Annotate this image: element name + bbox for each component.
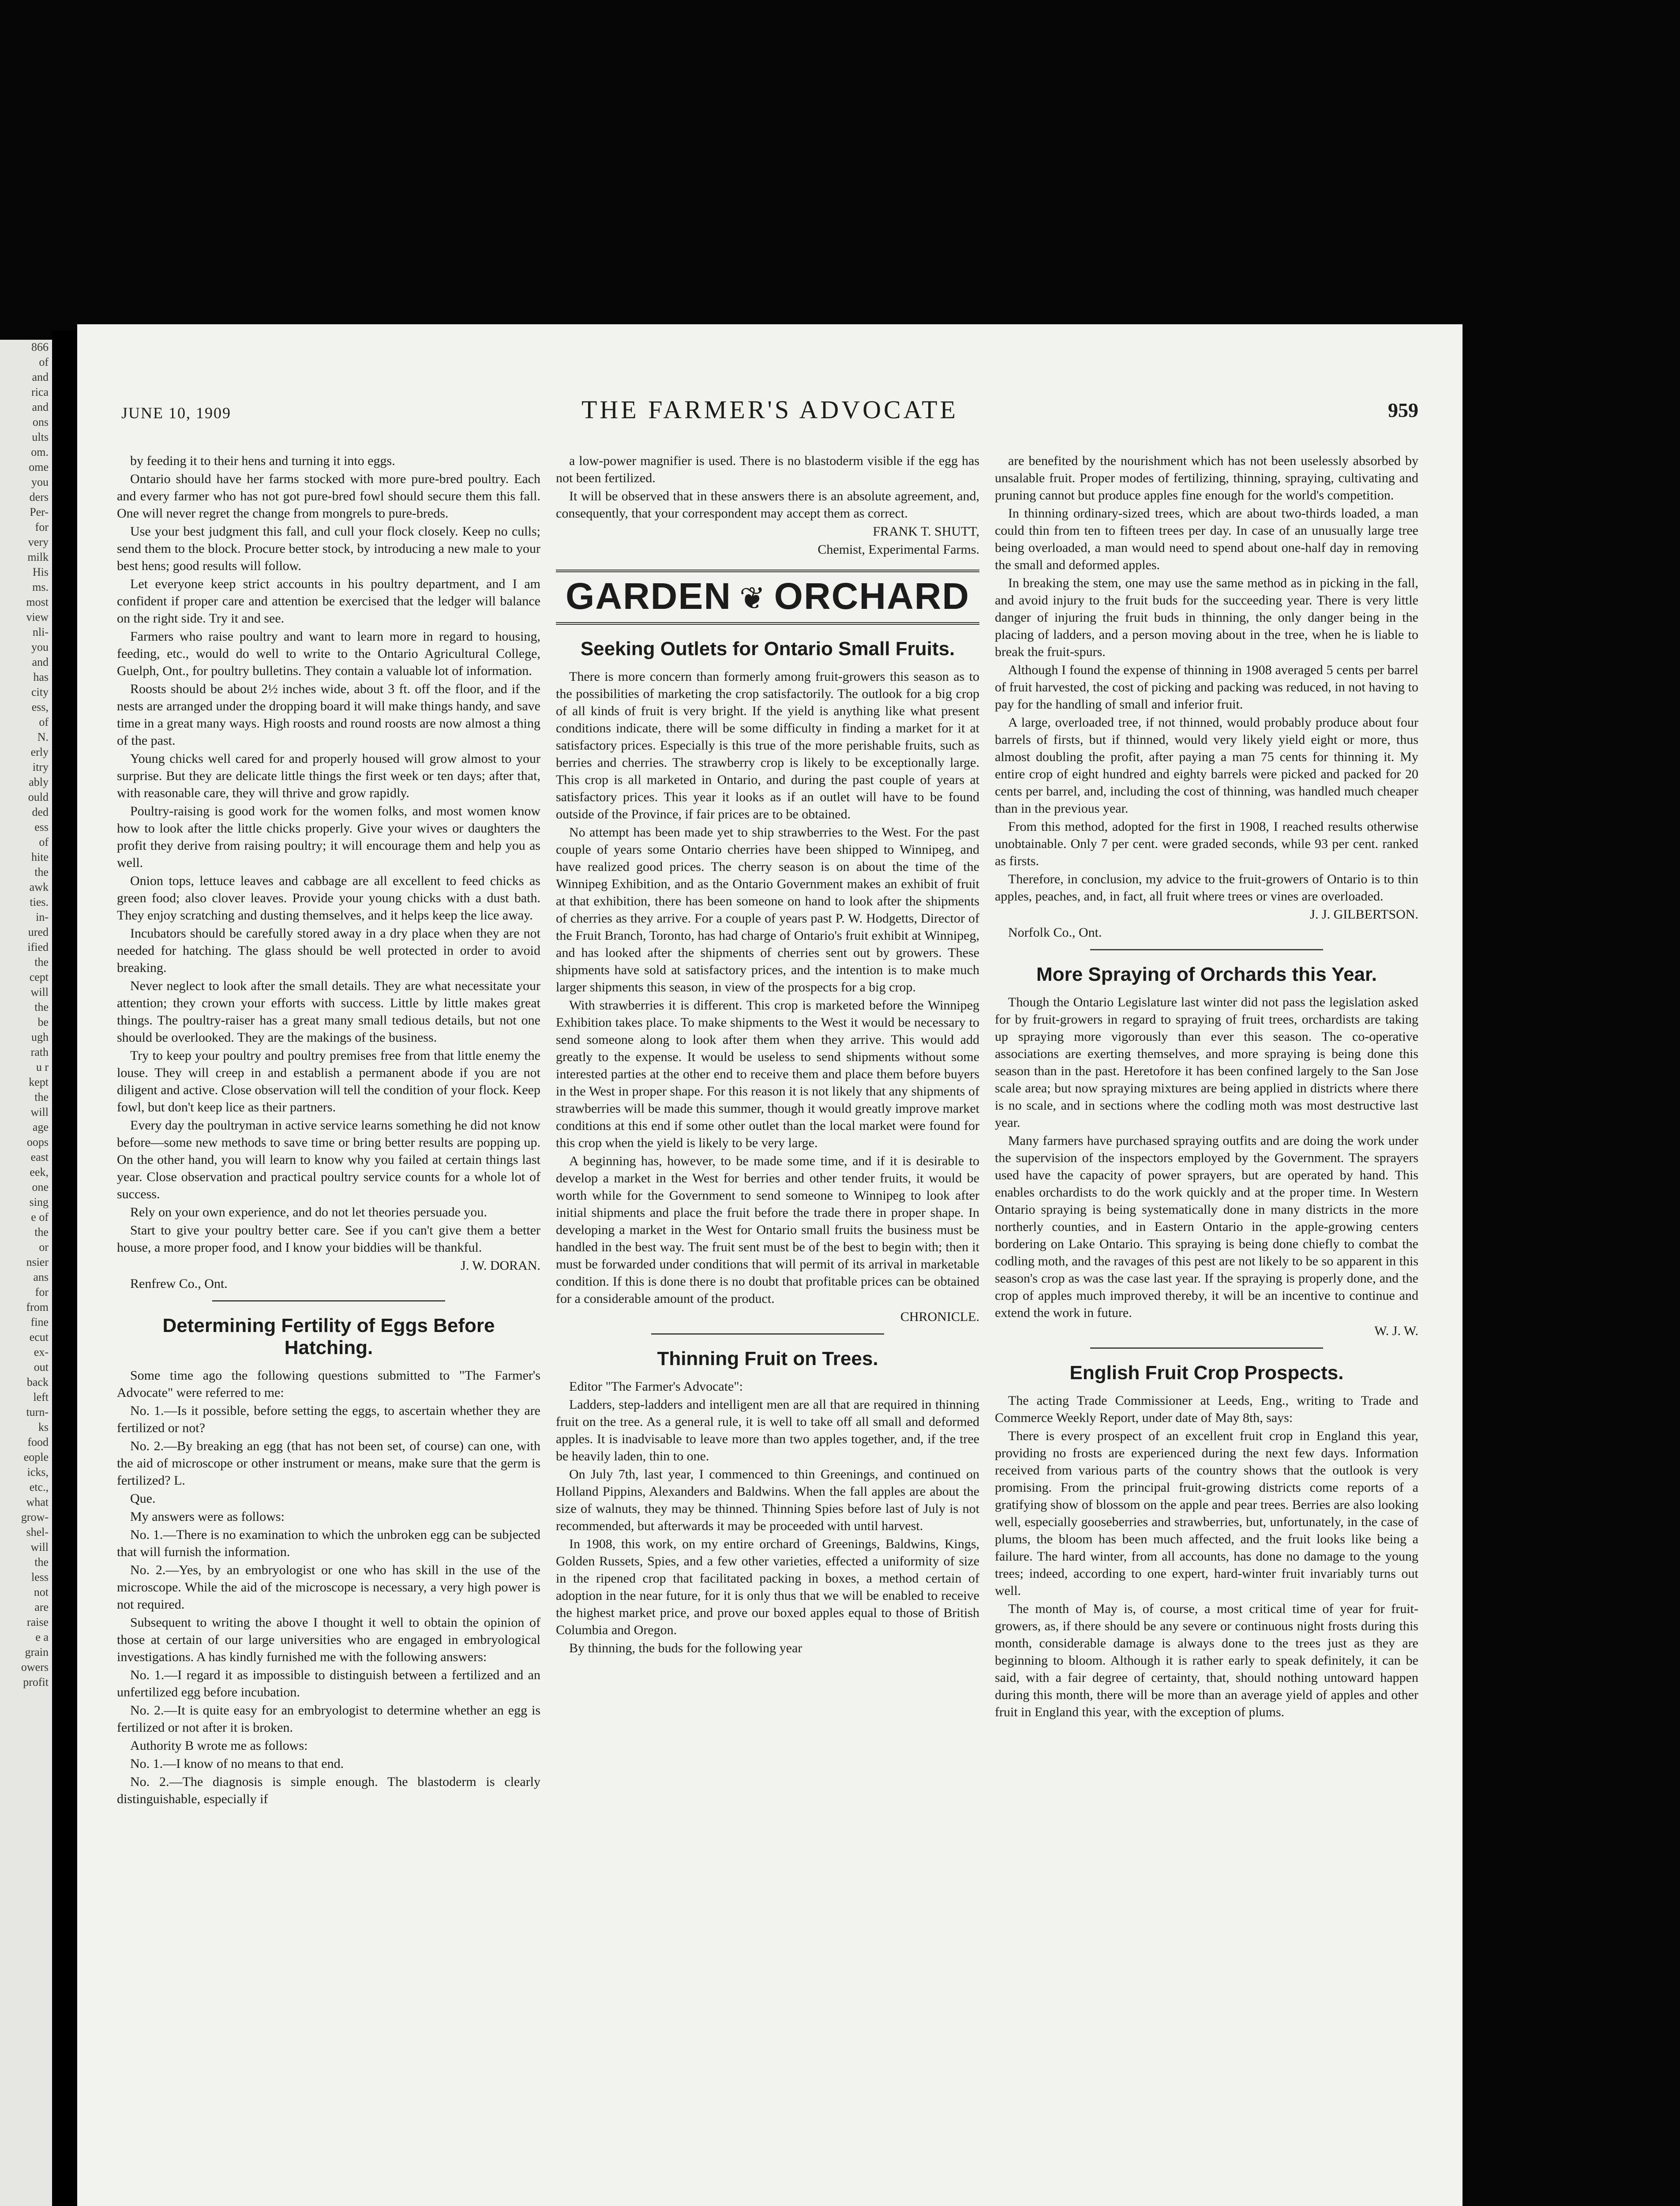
paragraph: a low-power magnifier is used. There is no blastoderm visible if the egg has not been fertilized. bbox=[556, 454, 979, 485]
paragraph: In thinning ordinary-sized trees, which are about two-thirds loaded, a man could thin from ten to fifteen trees per day. In case of an unusually large tree being overloaded, a man would need to spend about one-half day in removing the small and deformed apples. bbox=[995, 506, 1418, 572]
paragraph: A large, overloaded tree, if not thinned, would probably produce about four barrels of firsts, but if thinned, would very likely yield eight or more, thus almost doubling the profit, after paying a man 75 cents for thinning it. My entire crop of eight hundred and eighty barrels were picked and packed for 20 cents per barrel, and, including the cost of thinning, was handled much cheaper than in the previous year. bbox=[995, 715, 1418, 816]
author-location: Renfrew Co., Ont. bbox=[130, 1276, 228, 1291]
strip-fragment: view bbox=[26, 611, 49, 623]
paragraph: Farmers who raise poultry and want to learn more in regard to housing, feeding, etc., would do well to write to the Ontario Agricultural College, Guelph, Ont., for poultry bulletins. They contain a valuable lot of information. bbox=[117, 629, 540, 678]
section-banner bbox=[556, 570, 979, 625]
strip-fragment: 866 bbox=[31, 341, 49, 353]
strip-fragment: ons bbox=[32, 416, 49, 428]
section-banner-right: ORCHARD bbox=[774, 575, 970, 617]
author-signature: J. J. GILBERTSON. bbox=[1310, 907, 1418, 922]
paragraph: by feeding it to their hens and turning it into eggs. bbox=[130, 454, 395, 468]
paragraph: There is more concern than formerly among fruit-growers this season as to the possibilities of marketing the crop satisfactorily. The outlook for a big crop of all kinds of fruit is very bright. If the yield is anything like what present conditions indicate, there will be some difficulty in finding a market for it at satisfactory prices. Especially is this true of the more perishable fruits, such as berries and cherries. The strawberry crop is likely to be exceptionally large. This crop is all marketed in Ontario, and during the past couple of years at satisfactory prices. This year it looks as if an outlet will have to be found outside of the Province, if fair prices are to be obtained. bbox=[556, 669, 979, 822]
strip-fragment: what bbox=[26, 1496, 49, 1508]
strip-fragment: grain bbox=[25, 1646, 49, 1658]
paragraph: The month of May is, of course, a most critical time of year for fruit-growers, as, if there should be any severe or continuous night frosts during this month, considerable damage is always done to the trees just as they are beginning to bloom. Although it is rather early to speak definitely, it can be said, with a fair degree of certainty, that, should nothing untoward happen during this month, there will be more than an average yield of apples and other fruit in England this year, with the exception of plums. bbox=[995, 1602, 1418, 1719]
strip-fragment: ecut bbox=[29, 1331, 49, 1343]
strip-fragment: rath bbox=[30, 1046, 49, 1058]
strip-fragment: are bbox=[34, 1601, 49, 1613]
paragraph: Roosts should be about 2½ inches wide, about 3 ft. off the floor, and if the nests are arranged under the dropping board it will make things handy, and save time in a great many ways. High roosts and round roosts are now almost a thing of the past. bbox=[117, 682, 540, 748]
strip-fragment: age bbox=[32, 1121, 49, 1133]
paragraph: Never neglect to look after the small details. They are what necessitate your attention; they crown your efforts with success. Little by little makes great things. The poultry-raiser has a great many small tedious details, but not one should be overlooked. They are the makings of the business. bbox=[117, 979, 540, 1045]
paragraph: Start to give your poultry better care. See if you can't give them a better house, a more proper food, and I know your biddies will be thankful. bbox=[117, 1223, 540, 1255]
paragraph: No. 2.—Yes, by an embryologist or one who has skill in the use of the microscope. While the aid of the microscope is necessary, a very high power is not required. bbox=[117, 1563, 540, 1612]
strip-fragment: of bbox=[39, 836, 49, 848]
strip-fragment: oops bbox=[26, 1136, 49, 1148]
strip-fragment: or bbox=[39, 1241, 49, 1253]
strip-fragment: owers bbox=[21, 1661, 49, 1673]
author-signature: FRANK T. SHUTT, bbox=[873, 524, 979, 539]
issue-date: JUNE 10, 1909 bbox=[121, 404, 231, 422]
editor-salutation: Editor "The Farmer's Advocate": bbox=[569, 1379, 743, 1394]
binding-shadow bbox=[52, 331, 76, 2206]
strip-fragment: the bbox=[34, 1226, 49, 1238]
paragraph: No. 2.—The diagnosis is simple enough. The blastoderm is clearly distinguishable, especially if bbox=[117, 1775, 540, 1806]
paragraph: No attempt has been made yet to ship strawberries to the West. For the past couple of years some Ontario cherries have been shipped to Winnipeg, and have realized good prices. The cherry season is on about the time of the Winnipeg Exhibition, and as the Ontario Government makes an exhibit of fruit at that exhibition, there has been someone on hand to look after the shipments of cherries as they arrive. For a couple of years past P. W. Hodgetts, Director of the Fruit Branch, Toronto, has had charge of Ontario's fruit exhibit at Winnipeg, and has looked after the shipments of cherries sent out by growers. These shipments have sold at satisfactory prices, and the intention is to make much larger shipments this season, in view of the prospects for a big crop. bbox=[556, 825, 979, 994]
strip-fragment: the bbox=[34, 1556, 49, 1568]
strip-fragment: ms. bbox=[32, 581, 49, 593]
strip-fragment: will bbox=[30, 1541, 49, 1553]
paragraph: No. 1.—I regard it as impossible to distinguish between a fertilized and an unfertilized egg before incubation. bbox=[117, 1668, 540, 1700]
strip-fragment: profit bbox=[23, 1676, 49, 1688]
strip-fragment: one bbox=[32, 1181, 49, 1193]
strip-fragment: the bbox=[34, 956, 49, 968]
strip-fragment: N. bbox=[37, 731, 49, 743]
strip-fragment: ured bbox=[28, 926, 49, 938]
divider bbox=[651, 1333, 884, 1335]
strip-fragment: ults bbox=[32, 431, 49, 443]
paragraph: No. 2.—By breaking an egg (that has not been set, of course) can one, with the aid of microscope or other instrument or means, make sure that the germ is fertilized? L. bbox=[117, 1439, 540, 1488]
paragraph: Use your best judgment this fall, and cull your flock closely. Keep no culls; send them to the block. Procure better stock, by introducing a new male to your best hens; good results will follow. bbox=[117, 524, 540, 573]
strip-fragment: awk bbox=[29, 881, 49, 893]
strip-fragment: raise bbox=[26, 1616, 49, 1628]
paragraph: Though the Ontario Legislature last winter did not pass the legislation asked for by fruit-growers in regard to spraying of fruit trees, orchardists are taking up spraying more vigorously than ever this season. The co-operative associations are exerting themselves, and more spraying is being done this season than in the past. Heretofore it has been confined largely to the San Jose scale area; but now spraying mixtures are being applied in districts where there is no scale, and in sections where the codling moth was most destructive last year. bbox=[995, 995, 1418, 1130]
strip-fragment: ex- bbox=[34, 1346, 49, 1358]
paragraph: On July 7th, last year, I commenced to thin Greenings, and continued on Holland Pippins, Alexanders and Baldwins. When the fall apples are about the size of walnuts, they may be thinned. Thinning Spies before last of July is not recommended, but afterwards it may be proceeded with until harvest. bbox=[556, 1467, 979, 1533]
paragraph: From this method, adopted for the first in 1908, I reached results otherwise unobtainable. Only 7 per cent. were graded seconds, while 93 per cent. ranked as firsts. bbox=[995, 819, 1418, 868]
section-banner-left: GARDEN bbox=[566, 575, 732, 617]
paragraph: Ontario should have her farms stocked with more pure-bred poultry. Each and every farmer who has not got pure-bred fowl should secure them this fall. One will never regret the change from mongrels to pure-breds. bbox=[117, 472, 540, 521]
paragraph: It will be observed that in these answers there is an absolute agreement, and, consequently, that your correspondent may accept them as correct. bbox=[556, 489, 979, 521]
paragraph: The acting Trade Commissioner at Leeds, Eng., writing to Trade and Commerce Weekly Report, under date of May 8th, says: bbox=[995, 1393, 1418, 1425]
author-signature: CHRONICLE. bbox=[900, 1309, 979, 1324]
paragraph: Many farmers have purchased spraying outfits and are doing the work under the supervision of the inspectors employed by the Government. The sprayers used have the capacity of power sprayers, but are operated by hand. This enables orchardists to do the work quickly and at the proper time. In Western Ontario spraying is being systematically done in many districts in the more northerly counties, and in Eastern Ontario in the apple-growing centers bordering on Lake Ontario. This spraying is being done chiefly to combat the codling moth, and the ravages of this pest are not likely to be so apparent in this season's crop as was the case last year. If the spraying is properly done, and the crop of apples much improved thereby, it will be an incentive to continue and extend the work in future. bbox=[995, 1133, 1418, 1320]
strip-fragment: shel- bbox=[26, 1526, 49, 1538]
paragraph: Some time ago the following questions submitted to "The Farmer's Advocate" were referred to me: bbox=[117, 1368, 540, 1400]
ornament-icon: ❦ bbox=[739, 581, 766, 615]
paragraph: Although I found the expense of thinning in 1908 averaged 5 cents per barrel of fruit harvested, the cost of picking and packing was reduced, in not having to pay for the handling of small and inferior fruit. bbox=[995, 663, 1418, 712]
paragraph: Poultry-raising is good work for the women folks, and most women know how to look after the little chicks properly. Give your wives or daughters the profit they derive from raising poultry; it will encourage them and help you as well. bbox=[117, 804, 540, 870]
paragraph: Subsequent to writing the above I thought it well to obtain the opinion of those at certain of our large universities who are engaged in embryological investigations. A has kindly furnished me with the following answers: bbox=[117, 1615, 540, 1664]
strip-fragment: not bbox=[34, 1586, 49, 1598]
strip-fragment: less bbox=[31, 1571, 49, 1583]
strip-fragment: will bbox=[30, 986, 49, 998]
page-number: 959 bbox=[1388, 399, 1418, 421]
column-right bbox=[995, 452, 1418, 2206]
strip-fragment: in- bbox=[36, 911, 49, 923]
strip-fragment: grow- bbox=[21, 1511, 49, 1523]
paragraph: Therefore, in conclusion, my advice to the fruit-growers of Ontario is to thin apples, peaches, and, in fact, all fruit where trees or vines are overloaded. bbox=[995, 872, 1418, 904]
strip-fragment: ded bbox=[32, 806, 49, 818]
strip-fragment: the bbox=[34, 866, 49, 878]
strip-fragment: fine bbox=[30, 1316, 49, 1328]
strip-fragment: u r bbox=[36, 1061, 49, 1073]
paragraph: With strawberries it is different. This crop is marketed before the Winnipeg Exhibition takes place. To make shipments to the West it would be necessary to send someone along to look after them when they arrive. This would add greatly to the expense. It would be useless to send shipments without some interested parties at the other end to receive them and place them before buyers in the West in proper shape. For this reason it is not likely that any shipments of strawberries will be made this summer, though it would greatly improve market conditions at this end if some other outlet than the local market were found for this crop when the yield is likely to be very large. bbox=[556, 998, 979, 1150]
paragraph: In breaking the stem, one may use the same method as in picking in the fall, and avoid injury to the fruit buds for the succeeding year. There is very little danger of injuring the fruit buds in thinning, the only danger being in the placing of ladders, and a person moving about in the tree, when he is liable to break the fruit-spurs. bbox=[995, 576, 1418, 659]
strip-fragment: and bbox=[32, 371, 49, 383]
strip-fragment: nsier bbox=[26, 1256, 49, 1268]
strip-fragment: you bbox=[31, 641, 49, 653]
strip-fragment: icks, bbox=[27, 1466, 49, 1478]
author-title: Chemist, Experimental Farms. bbox=[818, 542, 979, 557]
paragraph: Try to keep your poultry and poultry premises free from that little enemy the louse. They will creep in and establish a permanent abode if you are not diligent and active. Close observation will tell the condition of your flock. Keep fowl, but don't keep lice as their partners. bbox=[117, 1048, 540, 1114]
strip-fragment: ome bbox=[29, 461, 49, 473]
strip-fragment: and bbox=[32, 401, 49, 413]
strip-fragment: ugh bbox=[31, 1031, 49, 1043]
paragraph: Young chicks well cared for and properly housed will grow almost to your surprise. But they are delicate little things the first week or ten days; after that, with reasonable care, they will thrive and grow rapidly. bbox=[117, 751, 540, 800]
article-headline: English Fruit Crop Prospects. bbox=[1069, 1362, 1344, 1384]
strip-fragment: e of bbox=[31, 1211, 49, 1223]
divider bbox=[1090, 1347, 1323, 1349]
strip-fragment: city bbox=[31, 686, 49, 698]
paragraph: In 1908, this work, on my entire orchard of Greenings, Baldwins, Kings, Golden Russets, Spies, and a few other varieties, effected a uniformity of size in the ripened crop that facilitated packing in boxes, a method certain of adoption in the near future, for it is only thus that we will be enabled to receive the highest market price, and prove our boxed apples equal to those of British Columbia and Oregon. bbox=[556, 1537, 979, 1637]
paragraph: Ladders, step-ladders and intelligent men are all that are required in thinning fruit on the tree. As a general rule, it is well to take off all small and deformed apples. It is inadvisable to leave more than two apples together, and, if the tree be heavily laden, thin to one. bbox=[556, 1397, 979, 1463]
strip-fragment: ified bbox=[27, 941, 49, 953]
divider bbox=[1090, 949, 1323, 950]
paragraph: Authority B wrote me as follows: bbox=[130, 1738, 308, 1753]
strip-fragment: be bbox=[38, 1016, 49, 1028]
paragraph: A beginning has, however, to be made some time, and if it is desirable to develop a market in the West for berries and other tender fruits, it would be worth while for the Government to send someone to Winnipeg to look after initial shipments and place the fruit before the trade there in proper shape. In developing a market in the West for Ontario small fruits the business must be handled in the best way. The fruit sent must be of the best to begin with; then it must be forwarded under conditions that will permit of its arrival in marketable condition. If this is done there is no doubt that profitable prices can be obtained for a considerable amount of the product. bbox=[556, 1154, 979, 1306]
strip-fragment: food bbox=[27, 1436, 49, 1448]
strip-fragment: kept bbox=[29, 1076, 49, 1088]
page-header bbox=[121, 395, 1418, 426]
paragraph: By thinning, the buds for the following year bbox=[569, 1641, 802, 1655]
strip-fragment: turn- bbox=[26, 1406, 49, 1418]
column-left bbox=[117, 452, 540, 2206]
strip-fragment: most bbox=[26, 596, 49, 608]
paragraph: are benefited by the nourishment which has not been uselessly absorbed by unsalable fruit. Proper modes of fertilizing, thinning, spraying, cultivating and pruning cannot but produce apples fine enough for the world's competition. bbox=[995, 454, 1418, 503]
paragraph: No. 1.—Is it possible, before setting the eggs, to ascertain whether they are fertilized or not? bbox=[117, 1403, 540, 1435]
paragraph: Rely on your own experience, and do not let theories persuade you. bbox=[130, 1205, 487, 1219]
paragraph: No. 1.—I know of no means to that end. bbox=[130, 1756, 344, 1771]
strip-fragment: will bbox=[30, 1106, 49, 1118]
adjacent-page-strip bbox=[0, 340, 52, 2206]
strip-fragment: etc., bbox=[29, 1481, 49, 1493]
strip-fragment: His bbox=[32, 566, 49, 578]
strip-fragment: from bbox=[26, 1301, 49, 1313]
strip-fragment: out bbox=[34, 1361, 49, 1373]
author-signature: J. W. DORAN. bbox=[461, 1258, 540, 1273]
strip-fragment: om. bbox=[31, 446, 49, 458]
strip-fragment: ders bbox=[29, 491, 49, 503]
strip-fragment: back bbox=[26, 1376, 49, 1388]
column-middle bbox=[556, 452, 979, 2206]
strip-fragment: left bbox=[33, 1391, 49, 1403]
article-headline: More Spraying of Orchards this Year. bbox=[1036, 964, 1377, 985]
masthead-title: THE FARMER'S ADVOCATE bbox=[581, 395, 958, 424]
author-signature: W. J. W. bbox=[1374, 1324, 1418, 1338]
strip-fragment: hite bbox=[31, 851, 49, 863]
strip-fragment: erly bbox=[30, 746, 49, 758]
strip-fragment: of bbox=[39, 716, 49, 728]
strip-fragment: ties. bbox=[30, 896, 49, 908]
strip-fragment: for bbox=[35, 1286, 49, 1298]
paragraph: There is every prospect of an excellent fruit crop in England this year, providing no frosts are experienced during the next few days. Information received from various parts of the country shows that the outlook is very promising. From the principal fruit-growing districts come reports of a gratifying show of blossom on the apple and pear trees. Berries are also looking well, especially gooseberries and strawberries, but, unfortunately, in the case of plums, the bloom has been much affected, and the fruit looks like being a failure. The hard winter, from all accounts, has done no damage to the young trees; indeed, according to one expert, hard-winter fruit invariably turns out well. bbox=[995, 1429, 1418, 1598]
paragraph: No. 1.—There is no examination to which the unbroken egg can be subjected that will furnish the information. bbox=[117, 1527, 540, 1559]
paragraph: My answers were as follows: bbox=[130, 1509, 285, 1524]
paragraph: Every day the poultryman in active service learns something he did not know before—some new methods to save time or bring better results are popping up. On the other hand, you will learn to know why you failed at certain things last year. Close observation and practical poultry service counts for a whole lot of success. bbox=[117, 1118, 540, 1201]
author-location: Norfolk Co., Ont. bbox=[1008, 925, 1102, 940]
strip-fragment: the bbox=[34, 1001, 49, 1013]
strip-fragment: eople bbox=[23, 1451, 49, 1463]
strip-fragment: ess bbox=[34, 821, 49, 833]
strip-fragment: you bbox=[31, 476, 49, 488]
strip-fragment: sing bbox=[29, 1196, 49, 1208]
strip-fragment: ess, bbox=[31, 701, 49, 713]
strip-fragment: ould bbox=[28, 791, 49, 803]
strip-fragment: milk bbox=[27, 551, 49, 563]
paragraph: Incubators should be carefully stored away in a dry place when they are not needed for hatching. The glass should be well protected in order to avoid breaking. bbox=[117, 926, 540, 975]
strip-fragment: and bbox=[32, 656, 49, 668]
paragraph: No. 2.—It is quite easy for an embryologist to determine whether an egg is fertilized or not after it is broken. bbox=[117, 1703, 540, 1735]
strip-fragment: eek, bbox=[30, 1166, 49, 1178]
newspaper-page bbox=[77, 324, 1462, 2206]
strip-fragment: very bbox=[28, 536, 49, 548]
strip-fragment: ans bbox=[33, 1271, 49, 1283]
strip-fragment: e a bbox=[35, 1631, 49, 1643]
strip-fragment: of bbox=[39, 356, 49, 368]
paragraph: Que. bbox=[130, 1491, 156, 1506]
strip-fragment: Per- bbox=[30, 506, 49, 518]
strip-fragment: east bbox=[30, 1151, 49, 1163]
strip-fragment: itry bbox=[32, 761, 49, 773]
divider bbox=[212, 1300, 445, 1302]
strip-fragment: nli- bbox=[32, 626, 49, 638]
strip-fragment: the bbox=[34, 1091, 49, 1103]
article-headline: Thinning Fruit on Trees. bbox=[657, 1348, 878, 1369]
strip-fragment: ks bbox=[38, 1421, 49, 1433]
article-headline: Seeking Outlets for Ontario Small Fruits. bbox=[580, 638, 955, 660]
strip-fragment: for bbox=[35, 521, 49, 533]
paragraph: Let everyone keep strict accounts in his poultry department, and I am confident if proper care and attention be exercised that the ledger will balance on the right side. Try it and see. bbox=[117, 577, 540, 626]
strip-fragment: rica bbox=[31, 386, 49, 398]
strip-fragment: cept bbox=[29, 971, 49, 983]
paragraph: Onion tops, lettuce leaves and cabbage are all excellent to feed chicks as green food; also clover leaves. Provide your young chicks with a dust bath. They enjoy scratching and dusting themselves, and it helps keep the lice away. bbox=[117, 874, 540, 923]
article-headline: Determining Fertility of Eggs Before Hatching. bbox=[162, 1315, 495, 1358]
strip-fragment: has bbox=[33, 671, 49, 683]
strip-fragment: ably bbox=[29, 776, 49, 788]
